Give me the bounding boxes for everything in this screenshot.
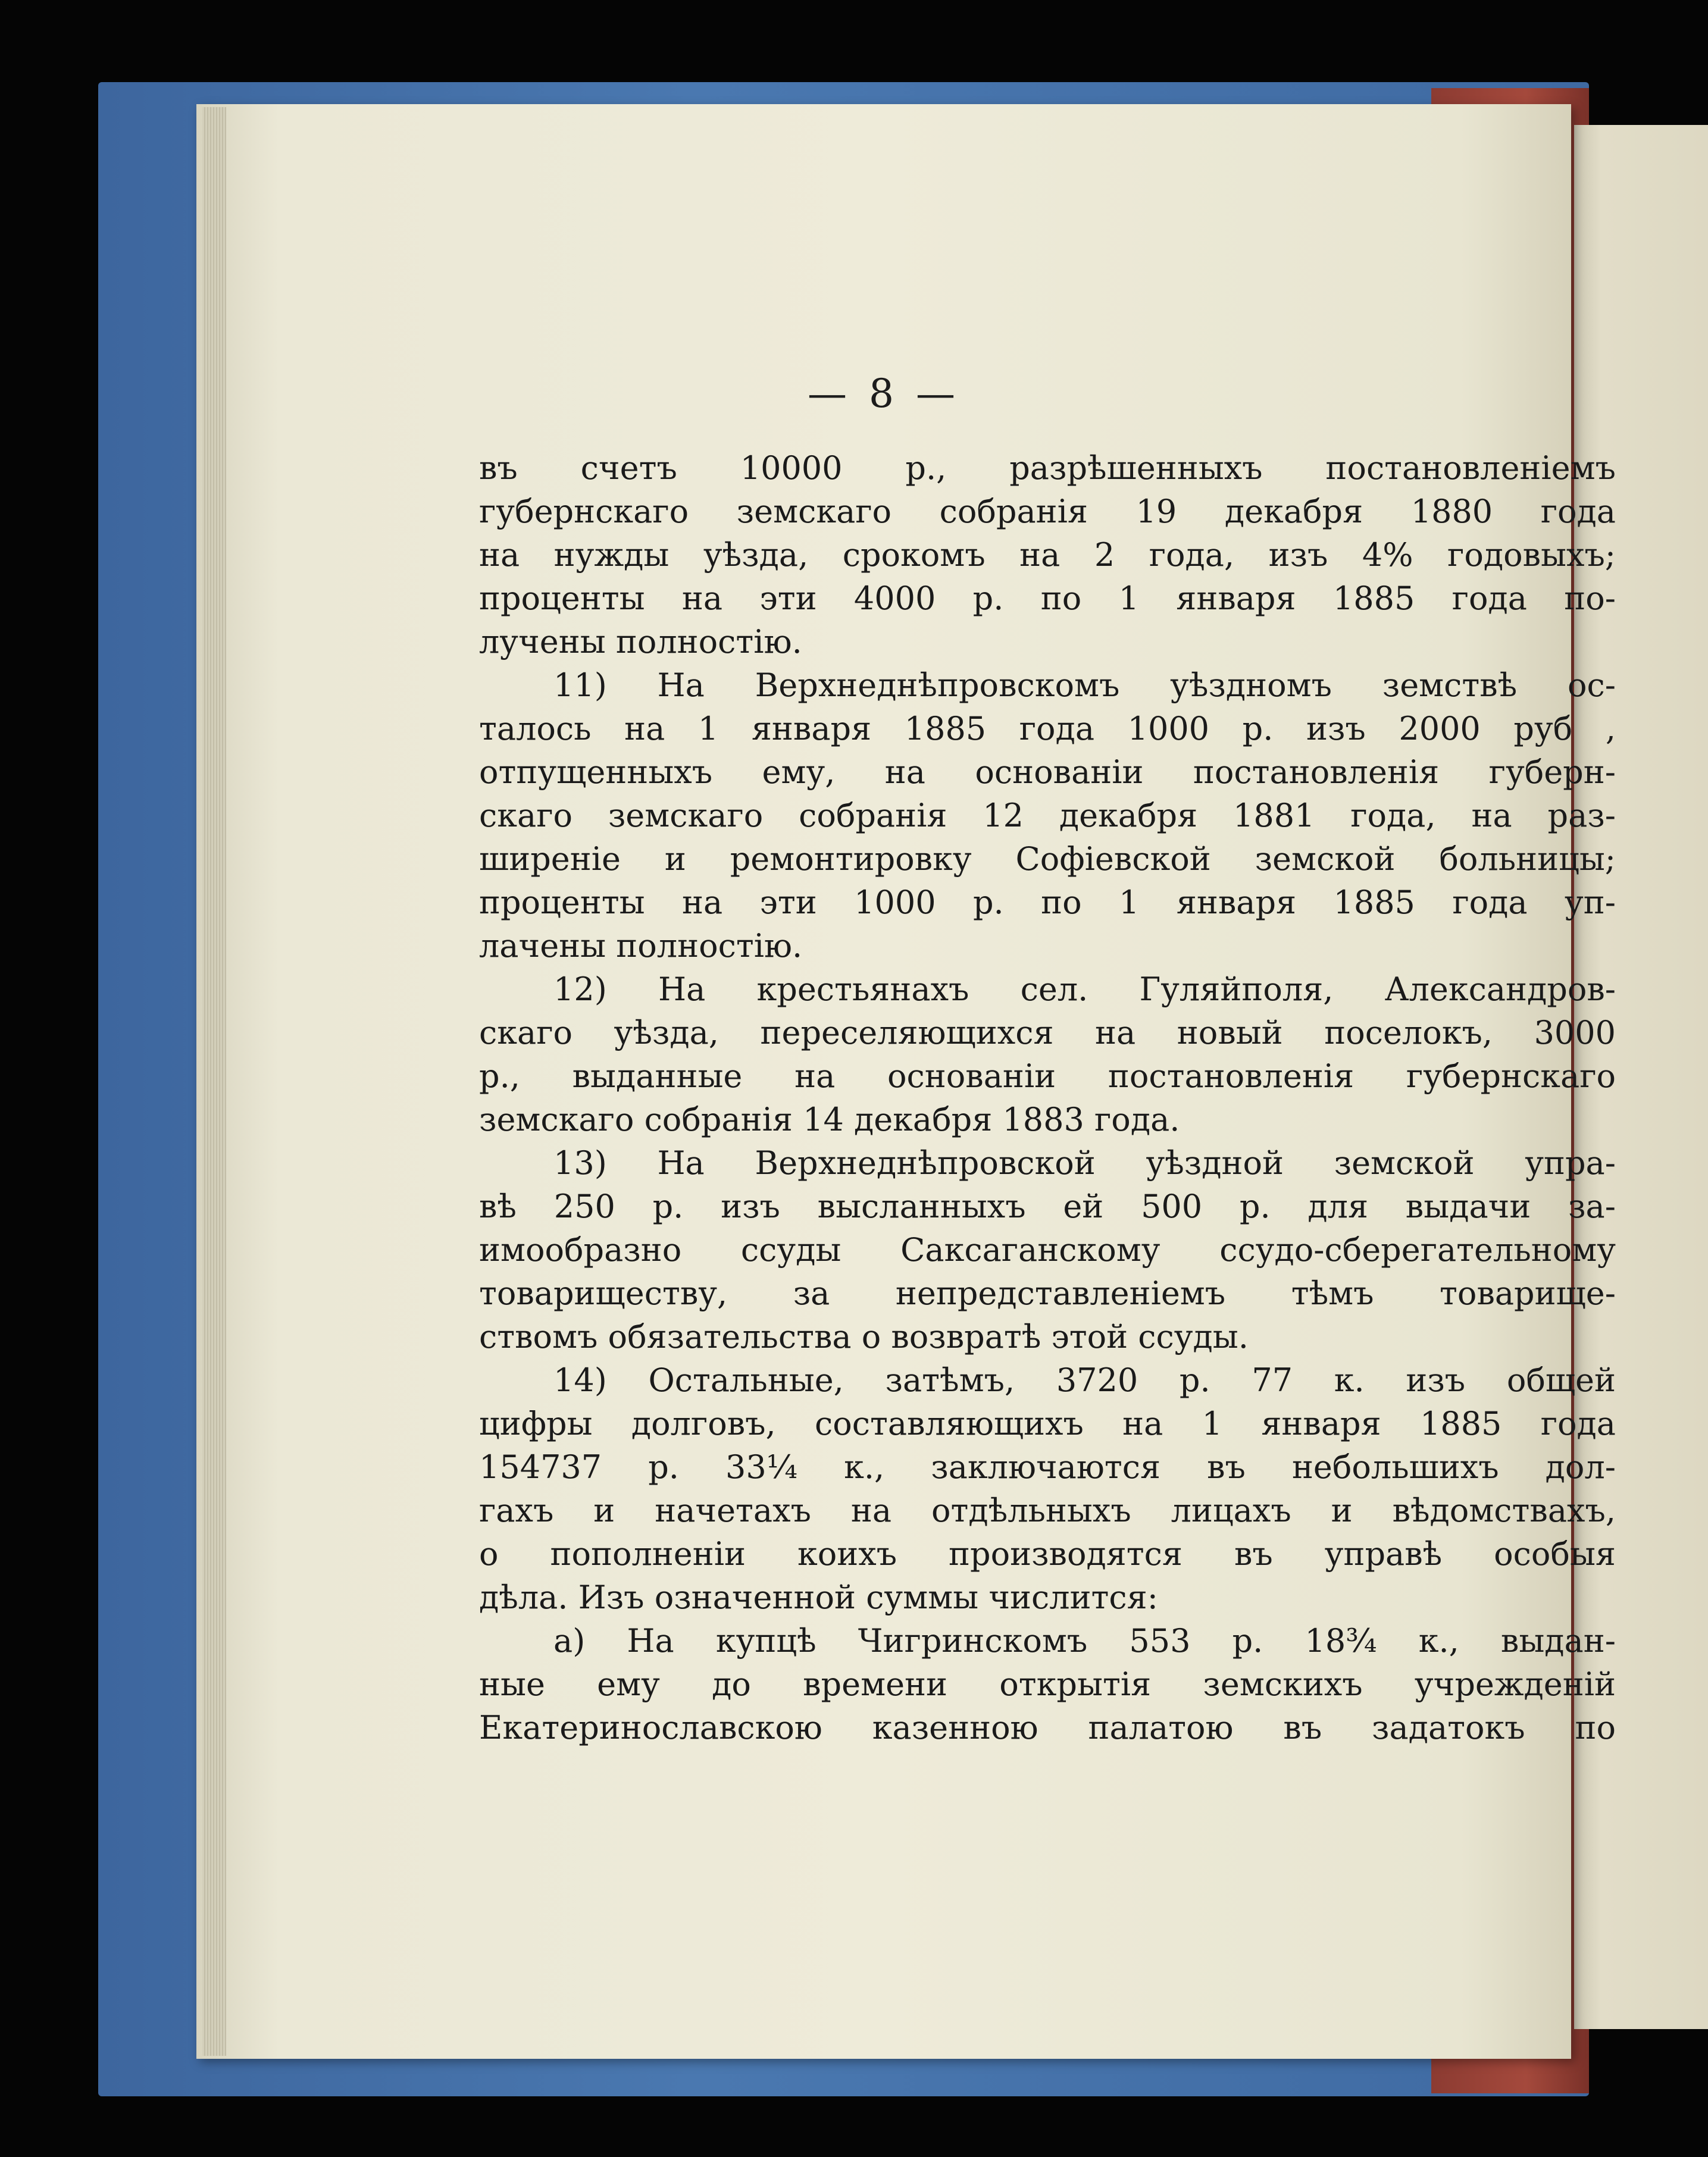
text-line: 13) На Верхнеднѣпровской уѣздной земской упра- [553, 1144, 1616, 1182]
text-line: талось на 1 января 1885 года 1000 р. изъ 2000 руб , [479, 710, 1616, 747]
text-line: губернскаго земскаго собранія 19 декабря 1880 года [479, 493, 1616, 530]
text-line: проценты на эти 4000 р. по 1 января 1885 года по- [479, 580, 1616, 617]
text-line: дѣла. Изъ означенной суммы числится: [479, 1579, 1158, 1616]
text-line: о пополненіи коихъ производятся въ управѣ особыя [479, 1535, 1616, 1573]
text-line: Екатеринославскою казенною палатою въ задатокъ по [479, 1709, 1616, 1746]
page-text [479, 446, 1616, 1749]
text-line: ствомъ обязательства о возвратѣ этой ссуды. [479, 1318, 1249, 1355]
text-line: вѣ 250 р. изъ высланныхъ ей 500 р. для выдачи за- [479, 1188, 1616, 1225]
text-line: лучены полностію. [479, 623, 802, 660]
text-line: а) На купцѣ Чигринскомъ 553 р. 18¾ к., выдан- [553, 1622, 1616, 1660]
text-line: р., выданные на основаніи постановленія губернскаго [479, 1057, 1616, 1095]
text-line: ные ему до времени открытія земскихъ учрежденій [479, 1666, 1616, 1703]
text-line: 14) Остальные, затѣмъ, 3720 р. 77 к. изъ общей [553, 1361, 1616, 1399]
text-line: проценты на эти 1000 р. по 1 января 1885 года уп- [479, 884, 1616, 921]
text-line: въ счетъ 10000 р., разрѣшенныхъ постановленіемъ [479, 449, 1616, 487]
page-stack-edge [202, 107, 226, 2056]
text-line: отпущенныхъ ему, на основаніи постановленія губерн- [479, 753, 1616, 791]
text-line: на нужды уѣзда, срокомъ на 2 года, изъ 4% годовыхъ; [479, 536, 1616, 574]
page-number: — 8 — [808, 371, 960, 417]
text-line: имообразно ссуды Саксаганскому ссудо-сберегательному [479, 1231, 1616, 1269]
text-line: скаго земскаго собранія 12 декабря 1881 года, на раз- [479, 797, 1616, 834]
text-line: 12) На крестьянахъ сел. Гуляйполя, Александров- [553, 971, 1616, 1008]
text-line: товариществу, за непредставленіемъ тѣмъ товарище- [479, 1275, 1616, 1312]
text-line: 154737 р. 33¼ к., заключаются въ небольшихъ дол- [479, 1448, 1616, 1486]
text-line: гахъ и начетахъ на отдѣльныхъ лицахъ и вѣдомствахъ, [479, 1492, 1616, 1529]
text-line: скаго уѣзда, переселяющихся на новый поселокъ, 3000 [479, 1014, 1616, 1051]
text-line: лачены полностію. [479, 927, 803, 965]
text-line: цифры долговъ, составляющихъ на 1 января 1885 года [479, 1405, 1616, 1442]
book-page [196, 104, 1616, 2059]
text-line: 11) На Верхнеднѣпровскомъ уѣздномъ земствѣ ос- [553, 666, 1616, 704]
text-line: ширеніе и ремонтировку Софіевской земской больницы; [479, 840, 1616, 878]
text-line: земскаго собранія 14 декабря 1883 года. [479, 1101, 1180, 1138]
